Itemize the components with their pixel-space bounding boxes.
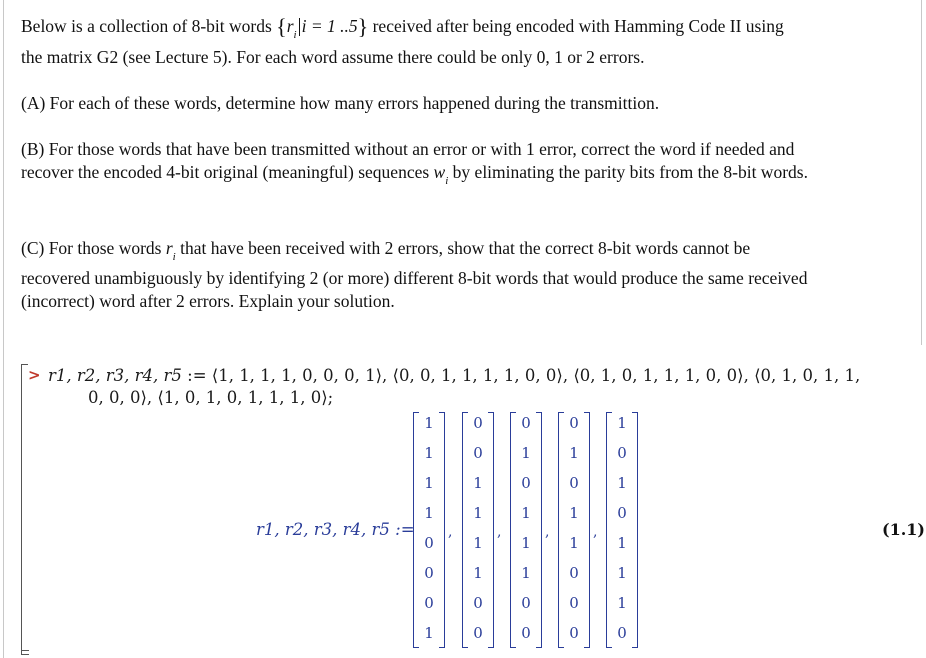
intro-line-1: [21, 14, 784, 40]
cell: 0: [569, 414, 579, 432]
set-notation: {$r_i$ i = 1 ..5}: [276, 14, 369, 41]
cell: 1: [569, 534, 579, 552]
question-c-line-1: (C) For those words $r_i$ that have been received with 2 errors, show that the correct 8-bit words cannot be: [21, 238, 751, 263]
cell: 0: [617, 504, 627, 522]
cell: 0: [424, 534, 434, 552]
intro-text-part1: Below is a collection of 8-bit words: [21, 16, 277, 36]
intro-line-2: the matrix G2 (see Lecture 5). For each word assume there could be only 0, 1 or 2 errors.: [21, 47, 645, 67]
equation-label: (1.1): [882, 520, 925, 539]
execution-group-bracket-end: [21, 650, 29, 651]
vector-separator: ,: [545, 524, 550, 540]
vector-separator: ,: [593, 524, 598, 540]
cell: 1: [424, 474, 434, 492]
question-b-line-1: (B) For those words that have been transmitted without an error or with 1 error, correct the word if needed and: [21, 139, 795, 159]
cell: 1: [617, 564, 627, 582]
cell: 1: [521, 444, 531, 462]
cell: 1: [521, 504, 531, 522]
question-b-line-2: recover the encoded 4-bit original (meaningful) sequences $w_i$ by eliminating the parity bits from the 8-bit words.: [21, 162, 808, 187]
cell: 0: [521, 624, 531, 642]
cell: 1: [424, 414, 434, 432]
input-prompt: >: [28, 366, 41, 384]
cell: 0: [569, 474, 579, 492]
cell: 0: [424, 594, 434, 612]
question-a: (A) For each of these words, determine how many errors happened during the transmittion.: [21, 93, 660, 113]
cell: 0: [617, 624, 627, 642]
cell: 1: [617, 594, 627, 612]
cell: 1: [617, 474, 627, 492]
cell: 1: [569, 504, 579, 522]
cell: 0: [473, 444, 483, 462]
cell: 0: [521, 474, 531, 492]
cell: 0: [569, 564, 579, 582]
input-line-2[interactable]: 0, 0, 0⟩, ⟨1, 0, 1, 0, 1, 1, 1, 0⟩;: [88, 388, 334, 407]
output-vector-r2: [462, 412, 494, 648]
question-c-line-2: recovered unambiguously by identifying 2 (or more) different 8-bit words that would produce the same received: [21, 268, 808, 288]
question-c-line-3: (incorrect) word after 2 errors. Explain your solution.: [21, 291, 395, 311]
intro-text-part2: received after being encoded with Hamming Code II using: [368, 16, 784, 36]
cell: 0: [473, 624, 483, 642]
vector-separator: ,: [448, 524, 453, 540]
cell: 1: [424, 444, 434, 462]
output-label: r1, r2, r3, r4, r5 :=: [256, 520, 415, 539]
cell: 1: [473, 504, 483, 522]
cell: 1: [569, 444, 579, 462]
cell: 0: [521, 414, 531, 432]
var-r-i: $r_i$: [165, 238, 176, 263]
cell: 0: [569, 594, 579, 612]
cell: 0: [473, 414, 483, 432]
cell: 0: [521, 594, 531, 612]
output-vector-r3: [510, 412, 542, 648]
cell: 1: [473, 474, 483, 492]
output-vector-r4: [558, 412, 590, 648]
cell: 0: [617, 444, 627, 462]
vector-separator: ,: [497, 524, 502, 540]
cell: 1: [473, 564, 483, 582]
cell: 1: [473, 534, 483, 552]
input-line-1[interactable]: r1, r2, r3, r4, r5 := ⟨1, 1, 1, 1, 0, 0, 0, 1⟩, ⟨0, 0, 1, 1, 1, 1, 0, 0⟩, ⟨0, 1, 0, 1, 1, 1, 0, 0⟩, ⟨0, 1, 0, 1, 1,: [48, 366, 861, 385]
cell: 1: [521, 534, 531, 552]
cell: 0: [569, 624, 579, 642]
output-vector-r1: [413, 412, 445, 648]
output-vector-r5: [606, 412, 638, 648]
var-w-i: $w_i$: [433, 162, 449, 187]
cell: 1: [424, 504, 434, 522]
cell: 1: [617, 414, 627, 432]
cell: 0: [473, 594, 483, 612]
right-frame-line: [921, 0, 922, 345]
execution-group-bracket[interactable]: [21, 364, 28, 655]
cell: 0: [424, 564, 434, 582]
cell: 1: [424, 624, 434, 642]
execution-group-bracket-end-2: [21, 654, 29, 655]
cell: 1: [617, 534, 627, 552]
left-frame-line: [3, 0, 4, 658]
cell: 1: [521, 564, 531, 582]
